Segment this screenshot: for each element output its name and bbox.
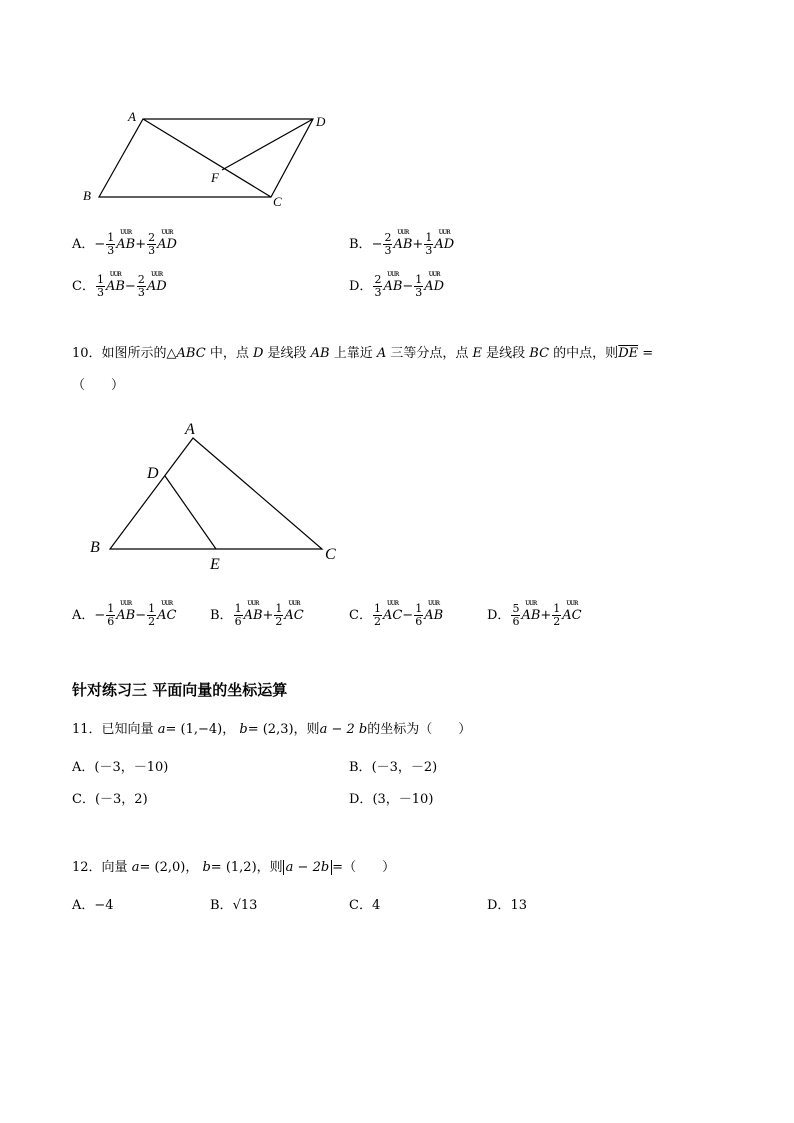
option-text: (－3，－10): [94, 760, 169, 775]
text: ，则: [256, 860, 283, 875]
vector: ᴜᴜʀ AD: [146, 268, 167, 294]
option-letter: A．: [72, 898, 95, 913]
operator: −: [135, 607, 147, 623]
section-heading: 针对练习三 平面向量的坐标运算: [72, 681, 288, 699]
vector: ᴜᴜʀ AD: [424, 268, 445, 294]
q12-stem: [72, 860, 395, 876]
fraction: $\frac{1}{3}$: [96, 273, 104, 299]
fraction: $\frac{1}{3}$: [107, 231, 115, 257]
label-c: C: [273, 194, 282, 209]
vector-b: b: [239, 722, 248, 737]
vector-b: b: [202, 860, 211, 875]
option-letter: B．: [349, 236, 372, 252]
option-text: (－3，2): [94, 792, 148, 807]
q10-option-d[interactable]: [487, 597, 582, 628]
q10-answer-paren: （ ）: [72, 378, 125, 393]
vector: ᴜᴜʀ AB: [243, 597, 263, 623]
question-number: 12．: [72, 860, 102, 875]
option-text: (3，－10): [372, 792, 434, 807]
q12-option-b[interactable]: [210, 898, 257, 914]
operator: +: [135, 236, 147, 252]
vector-a: a: [131, 860, 140, 875]
fraction: $\frac{2}{3}$: [384, 231, 392, 257]
label-a: A: [128, 109, 136, 124]
math: = (2,3): [247, 722, 294, 737]
question-number: 11．: [72, 722, 102, 737]
option-letter: C．: [72, 792, 95, 807]
vector: ᴜᴜʀ AB: [393, 226, 413, 252]
fraction: $\frac{1}{3}$: [415, 273, 423, 299]
vector: ᴜᴜʀ AC: [562, 597, 582, 623]
option-letter: A．: [72, 236, 95, 252]
option-text: (－3，－2): [371, 760, 438, 775]
math: A: [376, 346, 387, 361]
vector: ᴜᴜʀ AB: [116, 597, 136, 623]
text: ，: [185, 860, 199, 875]
option-text: √13: [232, 898, 258, 913]
q11-option-d[interactable]: [349, 792, 433, 808]
label-b: B: [90, 539, 100, 556]
text: ，则: [293, 722, 320, 737]
fraction: $\frac{5}{6}$: [512, 602, 520, 628]
text: ，: [222, 722, 236, 737]
triangle-figure: [100, 430, 330, 560]
text: 中，点: [205, 346, 253, 361]
option-letter: C．: [349, 607, 372, 623]
q10-stem: [72, 346, 653, 362]
parallelogram-figure: [60, 100, 360, 215]
fraction: $\frac{2}{3}$: [374, 273, 382, 299]
vector: ᴜᴜʀ AC: [157, 597, 177, 623]
q9-option-d[interactable]: [349, 268, 445, 299]
sign: −: [94, 236, 106, 252]
option-letter: D．: [487, 898, 511, 913]
text: 上靠近: [329, 346, 377, 361]
operator: +: [262, 607, 274, 623]
text: =: [638, 346, 654, 361]
text: 如图所示的△: [101, 346, 177, 361]
q9-option-a[interactable]: [72, 226, 177, 257]
option-letter: C．: [72, 278, 95, 294]
fraction: $\frac{2}{3}$: [148, 231, 156, 257]
option-letter: A．: [72, 760, 95, 775]
fraction: $\frac{1}{2}$: [373, 602, 381, 628]
vector: ᴜᴜʀ AB: [521, 597, 541, 623]
option-letter: B．: [210, 607, 233, 623]
fraction: $\frac{1}{6}$: [415, 602, 423, 628]
triangle-outline: [110, 438, 322, 549]
q11-option-c[interactable]: [72, 792, 148, 808]
abs-value-expression: a − 2b: [283, 860, 333, 875]
option-letter: B．: [349, 760, 372, 775]
math: a − 2 b: [319, 722, 368, 737]
text: 向量: [101, 860, 128, 875]
label-d: D: [147, 465, 159, 482]
vector: ᴜᴜʀ AB: [383, 268, 403, 294]
text: 的中点，则: [549, 346, 619, 361]
fraction: $\frac{1}{2}$: [148, 602, 156, 628]
q12-option-d[interactable]: [487, 898, 527, 914]
label-b: B: [83, 188, 91, 203]
math: ABC: [176, 346, 206, 361]
math: = (1,2): [210, 860, 257, 875]
question-number: 10．: [72, 346, 102, 361]
option-text: 4: [371, 898, 381, 913]
q11-stem: [72, 722, 471, 738]
sign: −: [94, 607, 106, 623]
q9-option-c[interactable]: [72, 268, 167, 299]
text: 是线段: [263, 346, 311, 361]
q11-option-b[interactable]: [349, 760, 437, 776]
vector: ᴜᴜʀ AB: [424, 597, 444, 623]
option-letter: A．: [72, 607, 95, 623]
option-letter: D．: [349, 792, 373, 807]
option-letter: D．: [349, 278, 373, 294]
segment-de: [165, 476, 216, 549]
text: =（ ）: [332, 860, 396, 875]
option-letter: B．: [210, 898, 233, 913]
option-letter: D．: [487, 607, 511, 623]
math: AB: [310, 346, 330, 361]
text: 已知向量: [101, 722, 154, 737]
vector: ᴜᴜʀ AB: [116, 226, 136, 252]
text: 是线段: [482, 346, 530, 361]
label-c: C: [325, 546, 336, 563]
fraction: $\frac{1}{3}$: [425, 231, 433, 257]
fraction: $\frac{2}{3}$: [137, 273, 145, 299]
diagonal-ac: [143, 119, 271, 197]
fraction: $\frac{1}{2}$: [275, 602, 283, 628]
q10-option-a[interactable]: [72, 597, 177, 628]
math: E: [472, 346, 483, 361]
math: = (2,0): [139, 860, 186, 875]
q12-option-c[interactable]: [349, 898, 380, 914]
vector: ᴜᴜʀ AD: [157, 226, 177, 252]
operator: −: [124, 278, 136, 294]
vector-a: a: [157, 722, 166, 737]
operator: +: [412, 236, 424, 252]
math: = (1,−4): [165, 722, 223, 737]
vector: ᴜᴜʀ AC: [284, 597, 304, 623]
label-a: A: [185, 421, 195, 438]
vector: ᴜᴜʀ AD: [434, 226, 455, 252]
fraction: $\frac{1}{6}$: [107, 602, 115, 628]
q10-option-b[interactable]: [210, 597, 304, 628]
sign: −: [371, 236, 383, 252]
q10-option-c[interactable]: [349, 597, 444, 628]
vector: ᴜᴜʀ AC: [382, 597, 403, 623]
operator: −: [402, 607, 414, 623]
operator: +: [540, 607, 552, 623]
vector: ᴜᴜʀ AB: [105, 268, 125, 294]
q12-option-a[interactable]: [72, 898, 114, 914]
fraction: $\frac{1}{6}$: [234, 602, 242, 628]
label-f: F: [211, 170, 219, 185]
q11-option-a[interactable]: [72, 760, 168, 776]
text: 三等分点，点: [386, 346, 473, 361]
q9-option-b[interactable]: [349, 226, 455, 257]
label-e: E: [210, 556, 220, 573]
operator: −: [402, 278, 414, 294]
option-letter: C．: [349, 898, 372, 913]
text: 的坐标为（ ）: [367, 722, 472, 737]
fraction: $\frac{1}{2}$: [553, 602, 561, 628]
option-text: −4: [94, 898, 114, 913]
label-d: D: [316, 114, 326, 129]
math: D: [252, 346, 264, 361]
option-text: 13: [510, 898, 527, 913]
math: BC: [529, 346, 550, 361]
vector-de: $\overline{DE}$: [618, 346, 639, 361]
